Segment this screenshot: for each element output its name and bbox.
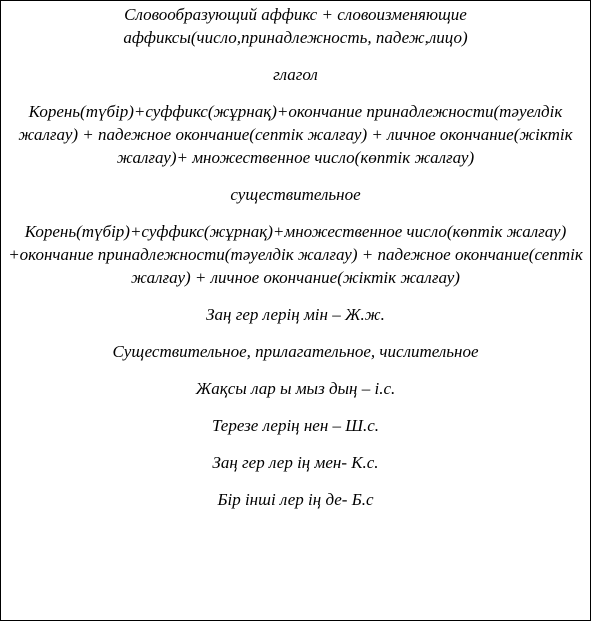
example-3: Терезе лерің нен – Ш.с. [211, 416, 380, 435]
example-4: Заң гер лер ің мен- К.с. [212, 453, 379, 472]
affix-definition: Словообразующий аффикс + словоизменяющие аффиксы(число,принадлежность, падеж,лицо) [123, 5, 468, 47]
heading-noun: существительное [230, 185, 361, 204]
verb-structure: Корень(түбір)+суффикс(жұрнақ)+окончание принадлежности(тәуелдік жалғау) + падежное окончание(септік жалғау) + личное окончание(жіктік жалғау)+ множественное число(көптік жалғау) [18, 102, 573, 167]
heading-verb: глагол [273, 65, 318, 84]
example-1: Заң гер лерің мін – Ж.ж. [206, 305, 385, 324]
example-5: Бір інші лер ің де- Б.с [217, 490, 374, 509]
parts-of-speech: Существительное, прилагательное, числительное [112, 342, 479, 361]
example-2: Жақсы лар ы мыз дың – і.с. [195, 379, 396, 398]
noun-structure: Корень(түбір)+суффикс(жұрнақ)+множественное число(көптік жалғау) +окончание принадлежности(тәуелдік жалғау) + падежное окончание(септік жалғау) + личное окончание(жіктік жалғау) [8, 222, 583, 287]
